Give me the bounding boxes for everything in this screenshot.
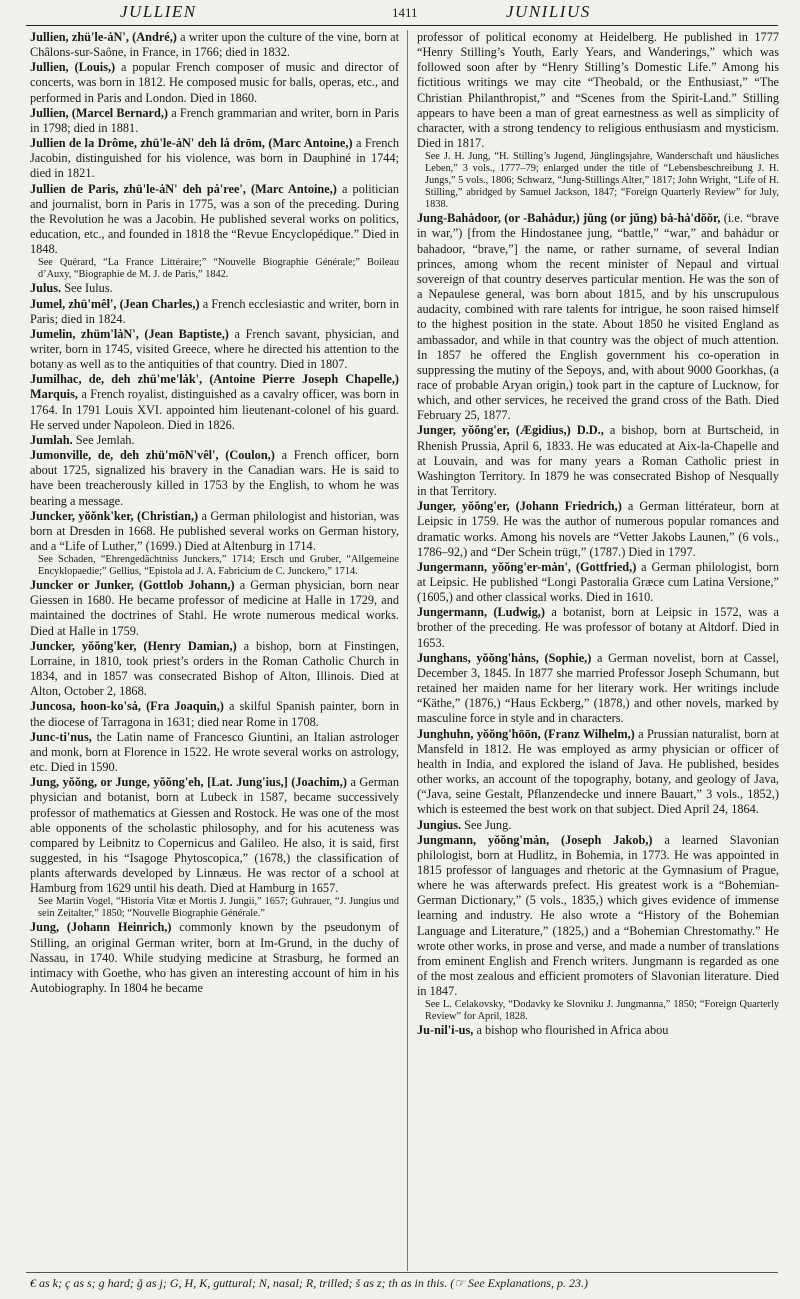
- dictionary-entry: [417, 651, 779, 727]
- dictionary-entry: [417, 833, 779, 1024]
- entry-citation: See Martin Vogel, “Historia Vitæ et Mortis J. Jungii,” 1657; Guhrauer, “J. Jungius und sein Zeitalter,” 1850; “Nouvelle Biographie Générale.”: [38, 896, 399, 920]
- dictionary-entry: [30, 60, 399, 105]
- entry-headword: Juncosa, hoon-ko'sȧ, (Fra Joaquin,): [30, 699, 224, 714]
- left-column: [30, 30, 399, 1273]
- entry-headword: Jungermann, (Ludwig,): [417, 605, 545, 620]
- entry-headword: Junger, yŏŏng'er, (Johann Friedrich,): [417, 499, 622, 514]
- entry-headword: Julus.: [30, 281, 62, 296]
- column-divider: [407, 30, 408, 1271]
- dictionary-entry: [417, 423, 779, 499]
- entry-body: the Latin name of Francesco Giuntini, an Italian astrologer and monk, born at Florence in 1522. He wrote several works on astrology, etc. Died in 1590.: [30, 729, 399, 775]
- pronunciation-key: € as k; ç as s; g hard; ǧ as j; G, H, K, guttural; N, nasal; R, trilled; š as z; th as in this. (☞ See Explanations, p. 23.): [30, 1276, 588, 1290]
- dictionary-entry: [30, 281, 399, 296]
- entry-headword: Juncker, yŏŏng'ker, (Henry Damian,): [30, 638, 237, 653]
- dictionary-entry: [30, 509, 399, 578]
- entry-body: a French savant, physician, and writer, born in 1745, visited Greece, where he directed his attention to the botany as well as to the antiquities of that country. Died in 1807.: [30, 326, 399, 372]
- entry-body: a learned Slavonian philologist, born at Hudlitz, in Bohemia, in 1773. He was appointed in 1815 professor of languages and rhetoric at the Gymnasium of Prague, where he was afterwards prefect. His greatest work is a “Bohemian-German Dictionary,” (5 vols., 1835,) which gives evidence of immense learning and industry. He also wrote a “History of the Bohemian Language and Literature,” (1825,) and a “Bohemian Chrestomathy.” He wrote other works, in prose and verse, and made a number of translations from eminent English and French writers. Jungmann is regarded as one of the most zealous and efficient promoters of Slavonian literature. Died in 1847.: [417, 832, 779, 999]
- entry-citation: See Schaden, “Ehrengedächtniss Junckers,” 1714; Ersch und Gruber, “Allgemeine Encyklopaedie;” Gellius, “Epistola ad J. A. Fabricium de C. Junckero,” 1714.: [38, 554, 399, 578]
- entry-body: professor of political economy at Heidelberg. He published in 1777 “Henry Stilling’s Youth, Early Years, and Wanderings,” which was followed soon after by “Henry Stilling’s Domestic Life.” Among his fictitious writings we may cite “Theobald, or the Enthusiast,” “The Christian Philanthropist,” and “Scenes from the Spirit-Land.” Stilling appears to have been a man of great earnestness as well as simplicity of character, with a strong tendency to religious enthusiasm and mysticism. Died in 1817.: [417, 30, 779, 151]
- entry-headword: Jullien, (Marcel Bernard,): [30, 105, 168, 120]
- entry-headword: Juncker, yŏŏnk'ker, (Christian,): [30, 508, 199, 523]
- entry-headword: Ju-nil'i-us,: [417, 1023, 474, 1038]
- entry-body: a politician and journalist, born in Paris in 1775, was a son of the preceding. During the Revolution he was a Jacobin. He published several works on politics, education, etc., and founded in 1818 the “Revue Encyclopédique.” Died in 1848.: [30, 181, 399, 257]
- dictionary-entry: [30, 136, 399, 181]
- dictionary-entry: [30, 372, 399, 433]
- dictionary-entry: [30, 433, 399, 448]
- entry-body: (i.e. “brave in war,”) [from the Hindostanee jung, “battle,” “war,” and bahȧdur or bahadoor, “brave,”] the name, or rather surname, of several Indian princes, among whom the recent minister of Nepaul and virtual sovereign of that country deserves particular mention. He was the son of a Nepaulese general, was born about 1815, and by his unscrupulous audacity, combined with rare talents for intrigue, he soon raised himself to the highest position in the state. About 1850 he visited England as ambassador, and while in that country was the object of much attention. In 1857 he offered the English government his co-operation in suppressing the mutiny of the Sepoys, and, with about 9000 Goorkhas, (a race of probable Aryan origin,) took part in the capture of Lucknow, for which, and other services, he received the grand cross of the Bath. Died February 25, 1877.: [417, 211, 779, 423]
- dictionary-entry: [417, 1023, 779, 1038]
- entry-body: a German philologist and historian, was born at Dresden in 1668. He published several works on German history, and a “Life of Luther,” (1699.) Died at Altenburg in 1714.: [30, 508, 399, 553]
- entry-body: a German physician and botanist, born at Lubeck in 1587, became successively professor of mathematics at Giessen and Rostock. He was one of the most able opponents of the scholastic philosophy, and for his acuteness was compared by Leibnitz to Copernicus and Galileo. He also, it is said, first suggested, in his “Isagoge Phytoscopica,” (1678,) the classification of plants afterwards developed by Linnæus. He was rector of a school at Hamburg from 1629 until his death. Died at Hamburg in 1657.: [30, 775, 399, 896]
- header-rule: [26, 25, 778, 26]
- header-first-word: JULLIEN: [120, 2, 197, 21]
- entry-headword: Jumlah.: [30, 432, 73, 447]
- entry-body: See Jung.: [464, 817, 512, 832]
- entry-body: a writer upon the culture of the vine, born at Châlons-sur-Saône, in France, in 1766; died in 1832.: [30, 30, 399, 60]
- entry-body: a French grammarian and writer, born in Paris in 1798; died in 1881.: [30, 105, 399, 135]
- header-last-word: JUNILIUS: [506, 2, 591, 21]
- dictionary-entry: [417, 499, 779, 560]
- page-number: 1411: [392, 5, 418, 20]
- dictionary-entry: [30, 578, 399, 639]
- entry-body: a French ecclesiastic and writer, born in Paris; died in 1824.: [30, 296, 399, 326]
- entry-body: a skilful Spanish painter, born in the diocese of Tarragona in 1631; died near Rome in 1708.: [30, 699, 399, 729]
- dictionary-entry: [30, 30, 399, 60]
- dictionary-entry: [30, 920, 399, 996]
- dictionary-entry: [30, 297, 399, 327]
- entry-headword: Juncker or Junker, (Gottlob Johann,): [30, 578, 235, 593]
- entry-headword: Junc-ti'nus,: [30, 729, 92, 744]
- entry-headword: Jungmann, yŏŏng'mȧn, (Joseph Jakob,): [417, 832, 653, 847]
- running-header: [26, 0, 776, 26]
- entry-body: See Jemlah.: [75, 432, 135, 447]
- entry-body: a French royalist, distinguished as a cavalry officer, was born in 1764. In 1791 Louis XVI. appointed him lieutenant-colonel of his guard. He served under Napoleon. Died in 1826.: [30, 387, 399, 432]
- entry-body: See Iulus.: [64, 281, 113, 296]
- entry-headword: Jumelin, zhüm'lȧN', (Jean Baptiste,): [30, 326, 229, 341]
- dictionary-entry: [30, 639, 399, 700]
- dictionary-entry: [417, 605, 779, 650]
- entry-headword: Junghuhn, yŏŏng'hōōn, (Franz Wilhelm,): [417, 726, 635, 741]
- dictionary-entry: [417, 30, 779, 211]
- entry-headword: Jung, (Johann Heinrich,): [30, 920, 172, 935]
- entry-body: a bishop, born at Burtscheid, in Rhenish Prussia, April 6, 1833. He was educated at Aix-la-Chapelle and at Louvain, and was for many years a Roman Catholic priest in Washington Territory. In 1879 he was consecrated Bishop of Nesqually in that Territory.: [417, 423, 779, 499]
- entry-body: a popular French composer of music and director of concerts, was born in 1812. He composed music for balls, operas, etc., and performed in Paris and London. Died in 1860.: [30, 60, 399, 105]
- entry-headword: Jullien, zhü'le-ȧN', (André,): [30, 30, 177, 44]
- dictionary-entry: [417, 818, 779, 833]
- right-column: [417, 30, 779, 1273]
- dictionary-entry: [30, 327, 399, 372]
- entry-headword: Jungius.: [417, 817, 462, 832]
- entry-headword: Jullien de la Drôme, zhü'le-ȧN' deh lȧ drōm, (Marc Antoine,): [30, 136, 353, 151]
- dictionary-entry: [417, 560, 779, 605]
- entry-body: a German novelist, born at Cassel, December 3, 1845. In 1877 she married Professor Joseph Schumann, but retained her maiden name for her literary work. Her writings include “Käthe,” (1876,) “Haus Eckberg,” (1878,) and other novels, marked by masculine force in style and in characters.: [417, 650, 779, 726]
- footer-rule: [26, 1272, 778, 1273]
- entry-headword: Jullien de Paris, zhü'le-ȧN' deh pȧ'ree', (Marc Antoine,): [30, 181, 337, 196]
- dictionary-entry: [30, 775, 399, 920]
- entry-body: a German physician, born near Giessen in 1680. He became professor of medicine at Halle in 1729, and maintained the doctrines of Stahl. He wrote numerous medical works. Died at Halle in 1759.: [30, 578, 399, 638]
- entry-headword: Junger, yŏŏng'er, (Ægidius,) D.D.,: [417, 423, 604, 438]
- entry-body: a German philologist, born at Leipsic. He published “Longi Pastoralia Græce cum Latina Versione,” (1605,) and other classical works. Died in 1610.: [417, 559, 779, 605]
- entry-headword: Jumel, zhü'mêl', (Jean Charles,): [30, 296, 200, 311]
- entry-body: commonly known by the pseudonym of Stilling, an original German writer, born at Im-Grund, in the duchy of Nassau, in 1740. While studying medicine at Strasburg, he formed an intimacy with Goethe, who has given an interesting account of him in his Autobiography. In 1804 he became: [30, 920, 399, 996]
- dictionary-entry: [30, 106, 399, 136]
- entry-body: a botanist, born at Leipsic in 1572, was a brother of the preceding. He was professor of botany at Altdorf. Died in 1653.: [417, 605, 779, 650]
- entry-headword: Jumonville, de, deh zhü'mōN'vêl', (Coulon,): [30, 448, 275, 463]
- entry-citation: See Quérard, “La France Littéraire;” “Nouvelle Biographie Générale;” Boileau d’Auxy, “Biographie de M. J. de Paris,” 1842.: [38, 257, 399, 281]
- dictionary-entry: [30, 182, 399, 282]
- entry-headword: Jumilhac, de, deh zhü'me'lȧk', (Antoine Pierre Joseph Chapelle,) Marquis,: [30, 372, 399, 402]
- entry-body: a bishop who flourished in Africa abou: [476, 1023, 669, 1038]
- dictionary-entry: [417, 211, 779, 423]
- entry-headword: Jungermann, yŏŏng'er-mȧn', (Gottfried,): [417, 559, 637, 574]
- dictionary-entry: [30, 448, 399, 509]
- entry-headword: Jung, yŏŏng, or Junge, yŏŏng'eh, [Lat. Jung'ius,] (Joachim,): [30, 775, 347, 790]
- entry-body: a German littérateur, born at Leipsic in 1759. He was the author of numerous popular romances and dramatic works. Among his novels are “Vetter Jakobs Launen,” (6 vols., 1786–92,) and “Der Schein trügt,” (1787.) Died in 1797.: [417, 499, 779, 559]
- entry-headword: Jullien, (Louis,): [30, 60, 116, 75]
- dictionary-entry: [417, 727, 779, 818]
- entry-body: a French Jacobin, distinguished for his violence, was born in Dauphiné in 1744; died in 1821.: [30, 136, 399, 181]
- entry-headword: Junghans, yŏŏng'hȧns, (Sophie,): [417, 650, 592, 665]
- entry-body: a French officer, born about 1725, signalized his bravery in the Canadian wars. He is said to have been treacherously killed in 1753 by the English, to whom he was bearing a message.: [30, 448, 399, 508]
- entry-headword: Jung-Bahȧdoor, (or -Bahȧdur,) jŭng (or jŭng) bȧ-hȧ'dŏŏr,: [417, 211, 721, 226]
- entry-body: a Prussian naturalist, born at Mansfeld in 1812. He was employed as army physician or officer of health in India, and explored the island of Java. He published, besides other works, an account of the topography, botany, and geology of Java, (“Java, seine Gestalt, Pflanzendecke und innere Bauart,” 3 vols., 1852,) which is esteemed the best work on that subject. Died April 24, 1864.: [417, 726, 779, 817]
- entry-citation: See L. Celakovsky, “Dodavky ke Slovniku J. Jungmanna,” 1850; “Foreign Quarterly Review” for April, 1828.: [425, 999, 779, 1023]
- entry-body: a bishop, born at Finstingen, Lorraine, in 1810, took priest’s orders in the Roman Catholic Church in 1834, and in 1857 was consecrated Bishop of Alton, Illinois. Died at Alton, October 2, 1868.: [30, 638, 399, 699]
- dictionary-entry: [30, 699, 399, 729]
- entry-citation: See J. H. Jung, “H. Stilling’s Jugend, Jünglingsjahre, Wanderschaft und häusliches Leben,” 3 vols., 1777–79; enlarged under the title of “Lebensbeschreibung J. H. Jungs,” 5 vols., 1806; Schwarz, “Jung-Stillings Alter,” 1817; John Wright, “Life of H. Stilling,” abridged by Samuel Jackson, 1847; “Foreign Quarterly Review” for July, 1838.: [425, 151, 779, 211]
- dictionary-entry: [30, 730, 399, 775]
